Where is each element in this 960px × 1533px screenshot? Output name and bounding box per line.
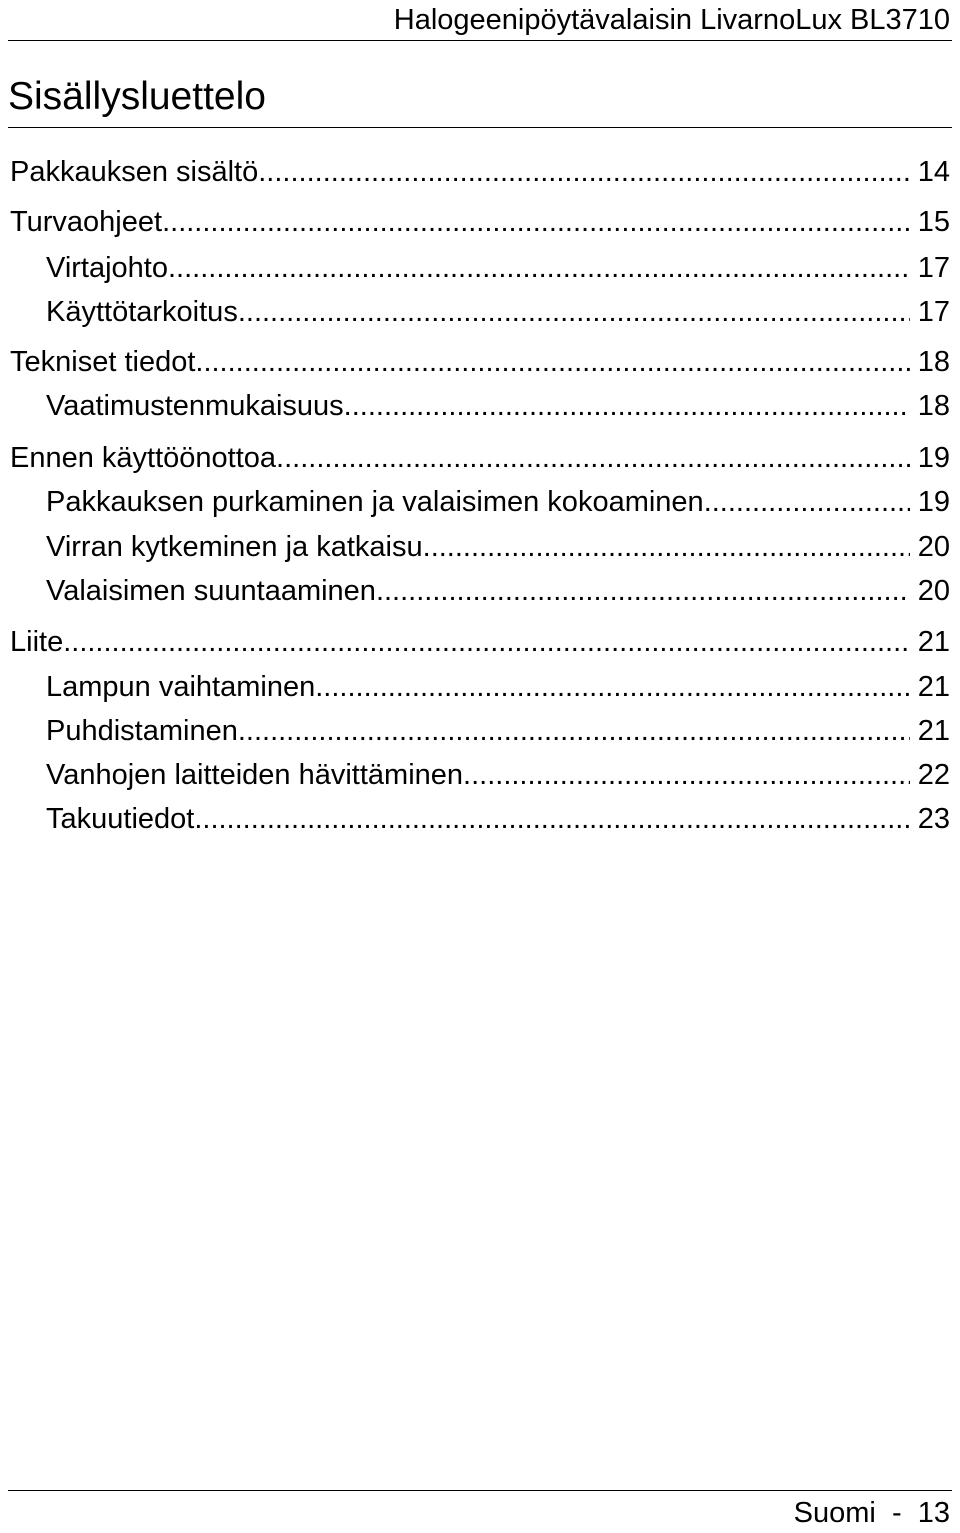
toc-leader-dots [238, 290, 910, 334]
toc-entry-page: 21 [917, 715, 950, 747]
footer-language: Suomi [793, 1497, 876, 1529]
toc-entry-page: 19 [917, 486, 950, 518]
header-divider [8, 40, 952, 41]
toc-leader-dots [276, 436, 910, 480]
toc-entry-label: Vanhojen laitteiden hävittäminen [46, 759, 464, 791]
page-footer [794, 1494, 950, 1532]
toc-leader-dots [463, 753, 910, 797]
toc-leader-dots [376, 569, 910, 613]
toc-leader-dots [704, 480, 910, 524]
toc-entry[interactable] [46, 797, 950, 841]
toc-entry[interactable] [10, 436, 950, 480]
toc-entry-label: Käyttötarkoitus [46, 296, 238, 328]
toc-entry-label: Turvaohjeet [10, 206, 163, 238]
toc-leader-dots [194, 797, 909, 841]
toc-entry[interactable] [46, 246, 950, 290]
toc-entry-page: 20 [917, 531, 950, 563]
toc-entry-label: Puhdistaminen [46, 715, 238, 747]
toc-entry[interactable] [10, 150, 950, 194]
toc-leader-dots [63, 620, 910, 664]
toc-entry-label: Lampun vaihtaminen [46, 671, 316, 703]
toc-entry-page: 17 [917, 296, 950, 328]
toc-entry-label: Liite [10, 626, 64, 658]
toc-entry-label: Valaisimen suuntaaminen [46, 575, 376, 607]
document-header-title: Halogeenipöytävalaisin LivarnoLux BL3710 [393, 4, 950, 36]
toc-leader-dots [238, 709, 910, 753]
toc-entry-label: Tekniset tiedot [10, 346, 196, 378]
toc-leader-dots [195, 340, 909, 384]
toc-entry-page: 19 [917, 442, 950, 474]
toc-entry[interactable] [10, 620, 950, 664]
toc-entry[interactable] [10, 340, 950, 384]
toc-entry-page: 15 [917, 206, 950, 238]
toc-leader-dots [315, 665, 910, 709]
toc-entry[interactable] [46, 480, 950, 524]
toc-entry[interactable] [46, 569, 950, 613]
toc-entry-label: Virtajohto [46, 252, 168, 284]
heading-divider [8, 127, 952, 128]
toc-entry-page: 17 [917, 252, 950, 284]
toc-entry[interactable] [46, 665, 950, 709]
toc-leader-dots [162, 200, 910, 244]
toc-entry[interactable] [10, 200, 950, 244]
toc-leader-dots [168, 246, 910, 290]
toc-entry-label: Pakkauksen purkaminen ja valaisimen kokoaminen [46, 486, 704, 518]
toc-entry[interactable] [46, 384, 950, 428]
toc-entry-page: 22 [917, 759, 950, 791]
toc-entry[interactable] [46, 290, 950, 334]
footer-separator: - [891, 1497, 902, 1529]
toc-entry-label: Virran kytkeminen ja katkaisu [46, 531, 423, 563]
toc-leader-dots [344, 384, 910, 428]
toc-entry-label: Pakkauksen sisältö [10, 156, 259, 188]
footer-divider [8, 1490, 952, 1491]
toc-entry-page: 23 [917, 803, 950, 835]
toc-entry-label: Takuutiedot [46, 803, 195, 835]
toc-entry-label: Ennen käyttöönottoa [10, 442, 277, 474]
toc-entry-label: Vaatimustenmukaisuus [46, 390, 344, 422]
toc-entry[interactable] [46, 753, 950, 797]
toc-leader-dots [258, 150, 909, 194]
toc-entry-page: 18 [917, 390, 950, 422]
toc-entry[interactable] [46, 709, 950, 753]
toc-entry-page: 21 [917, 671, 950, 703]
toc-entry-page: 20 [917, 575, 950, 607]
page-number: 13 [917, 1497, 950, 1529]
toc-entry-page: 21 [917, 626, 950, 658]
toc-entry-page: 14 [917, 156, 950, 188]
toc-leader-dots [423, 525, 910, 569]
toc-entry-page: 18 [917, 346, 950, 378]
toc-entry[interactable] [46, 525, 950, 569]
toc-heading: Sisällysluettelo [8, 75, 266, 118]
